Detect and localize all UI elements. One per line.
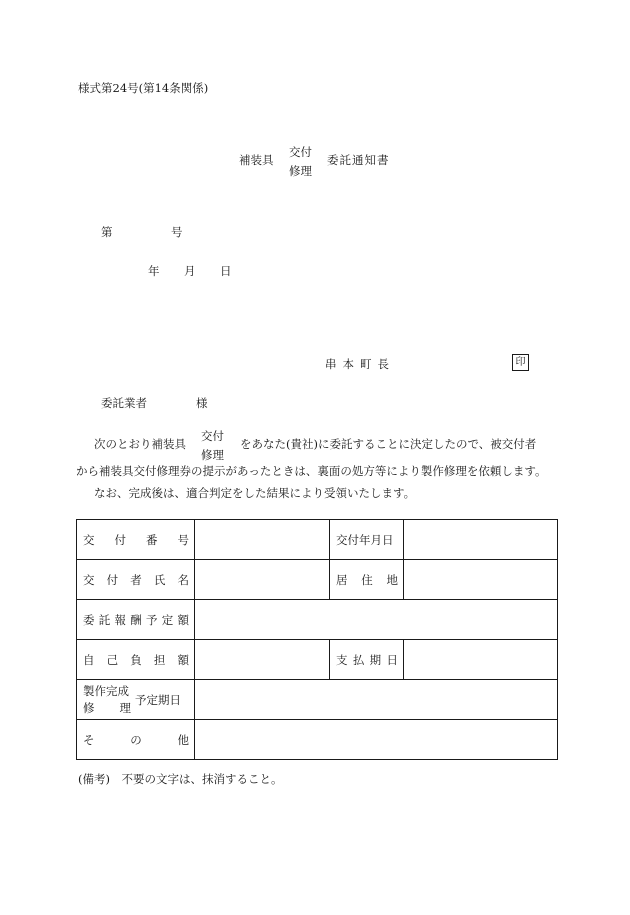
table-row [77, 680, 558, 720]
label-char: 番 [146, 532, 158, 547]
label-char: の [130, 732, 142, 747]
label-cell [330, 520, 404, 560]
label-char: 自 [83, 652, 95, 667]
label-char: 支 [336, 652, 348, 667]
label-char: 理 [119, 700, 131, 715]
row-label-2: 交付年月日 [336, 532, 394, 547]
label-char: 氏 [153, 572, 166, 587]
body-option-top: 交付 [201, 429, 224, 443]
value-cell[interactable] [195, 680, 558, 720]
value-cell[interactable] [404, 560, 558, 600]
title-options [289, 143, 312, 181]
form-number: 様式第24号(第14条関係) [78, 81, 209, 95]
label-char: 額 [177, 652, 189, 667]
body-line2: から補装具交付修理券の提示があったときは、裏面の処方等により製作修理を依頼します。 [76, 464, 547, 478]
label-char: 交 [83, 532, 95, 547]
value-cell[interactable] [195, 720, 558, 760]
value-cell[interactable] [195, 520, 330, 560]
addressee-label: 委託業者 [101, 396, 147, 410]
label-char: 名 [177, 572, 189, 587]
table-row [77, 720, 558, 760]
row-label [83, 612, 189, 628]
label-char: 報 [114, 612, 126, 627]
row-label-top: 製作完成 [83, 683, 129, 698]
note: (備考) 不要の文字は、抹消すること。 [78, 772, 283, 786]
details-table [76, 519, 558, 760]
title-suffix: 委託通知書 [327, 153, 390, 167]
row-label-tail: 予定期日 [135, 692, 181, 707]
label-char: そ [83, 732, 95, 747]
date-year: 年 [148, 264, 160, 278]
table-row [77, 640, 558, 680]
title-option-bottom: 修理 [289, 164, 312, 178]
body-line1-pre: 次のとおり補装具 [94, 437, 186, 451]
body-line1-post: をあなた(貴社)に委託することに決定したので、被交付者 [240, 437, 537, 451]
label-char: 居 [336, 572, 348, 587]
label-char: 付 [106, 572, 119, 587]
seal-mark: 印 [512, 354, 529, 371]
label-char: 担 [153, 652, 166, 667]
body-line3: なお、完成後は、適合判定をした結果により受領いたします。 [94, 486, 416, 500]
body-options [201, 427, 224, 465]
label-cell [77, 640, 195, 680]
label-char: 期 [369, 652, 382, 667]
date-month: 月 [184, 264, 196, 278]
label-char: 委 [83, 612, 95, 627]
table-row [77, 560, 558, 600]
title-option-top: 交付 [289, 145, 312, 159]
label-cell [330, 560, 404, 600]
value-cell[interactable] [404, 640, 558, 680]
label-cell [77, 720, 195, 760]
label-char: 号 [177, 532, 189, 547]
doc-number-prefix: 第 [101, 225, 113, 239]
label-char: 額 [177, 612, 189, 627]
row-label [83, 532, 189, 548]
row-label [83, 652, 189, 668]
label-cell [77, 520, 195, 560]
label-char: 予 [146, 612, 158, 627]
value-cell[interactable] [195, 640, 330, 680]
table-row [77, 600, 558, 640]
label-char: 付 [114, 532, 126, 547]
row-label [83, 572, 189, 588]
row-label-2 [336, 652, 398, 668]
label-char: 定 [161, 612, 174, 627]
label-char: 交 [83, 572, 95, 587]
label-cell [77, 560, 195, 600]
label-char: 住 [361, 572, 373, 587]
issuer-name: 串本町長 [325, 357, 395, 371]
label-char: 他 [177, 732, 189, 747]
label-char: 者 [130, 572, 142, 587]
label-cell [330, 640, 404, 680]
row-label-bottom [83, 700, 131, 717]
title-prefix: 補装具 [239, 153, 274, 167]
date-day: 日 [220, 264, 232, 278]
label-char: 己 [106, 652, 119, 667]
addressee-honorific: 様 [196, 396, 208, 410]
label-cell [77, 680, 195, 720]
label-char: 酬 [130, 612, 142, 627]
label-char: 負 [130, 652, 142, 667]
label-char: 託 [98, 612, 111, 627]
row-label [83, 732, 189, 748]
label-char: 日 [386, 652, 398, 667]
value-cell[interactable] [195, 600, 558, 640]
doc-number-suffix: 号 [171, 225, 183, 239]
row-label-2 [336, 572, 398, 588]
value-cell[interactable] [195, 560, 330, 600]
body-option-bottom: 修理 [201, 448, 224, 462]
label-char: 地 [386, 572, 398, 587]
label-cell [77, 600, 195, 640]
table-row [77, 520, 558, 560]
label-char: 修 [83, 700, 95, 715]
label-char: 払 [352, 652, 365, 667]
value-cell[interactable] [404, 520, 558, 560]
